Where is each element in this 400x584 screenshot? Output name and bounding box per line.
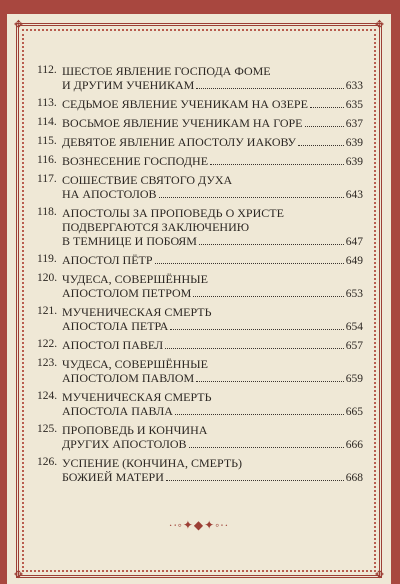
- toc-entry-title: АПОСТОЛЫ ЗА ПРОПОВЕДЬ О ХРИСТЕ: [62, 206, 284, 220]
- toc-entry[interactable]: [37, 423, 363, 452]
- toc-entry-page-number: 647: [345, 236, 363, 248]
- toc-entry[interactable]: [37, 116, 363, 131]
- dot-leader: [189, 447, 344, 448]
- toc-entry-page-number: 654: [345, 321, 363, 333]
- toc-entry-page-number: 668: [345, 472, 363, 484]
- toc-entry-title: СЕДЬМОЕ ЯВЛЕНИЕ УЧЕНИКАМ НА ОЗЕРЕ: [62, 97, 308, 111]
- toc-entry-number: 116.: [37, 154, 57, 166]
- toc-entry[interactable]: [37, 64, 363, 93]
- toc-entry-number: 114.: [37, 116, 57, 128]
- toc-entry-page-number: 665: [345, 406, 363, 418]
- toc-entry-title: АПОСТОЛА ПЕТРА: [62, 319, 169, 333]
- toc-entry-title: АПОСТОЛОМ ПЕТРОМ: [62, 286, 192, 300]
- corner-ornament-icon: ✥: [374, 569, 385, 581]
- toc-entry[interactable]: [37, 206, 363, 249]
- toc-entry-page-number: 639: [345, 137, 363, 149]
- dot-leader: [305, 126, 344, 127]
- toc-entry-page-number: 643: [345, 189, 363, 201]
- book-page: [7, 14, 391, 584]
- dot-leader: [155, 263, 344, 264]
- dot-leader: [196, 381, 344, 382]
- toc-entry-title: И ДРУГИМ УЧЕНИКАМ: [62, 78, 195, 92]
- toc-entry-page-number: 657: [345, 340, 363, 352]
- toc-entry-title: МУЧЕНИЧЕСКАЯ СМЕРТЬ: [62, 390, 212, 404]
- dot-leader: [196, 88, 343, 89]
- toc-entry-number: 123.: [37, 357, 58, 369]
- dot-leader: [210, 164, 344, 165]
- toc-entry-title: АПОСТОЛ ПЁТР: [62, 253, 153, 267]
- toc-entry-title: ПРОПОВЕДЬ И КОНЧИНА: [62, 423, 208, 437]
- toc-entry-page-number: 649: [345, 255, 363, 267]
- toc-entry-title: ЧУДЕСА, СОВЕРШЁННЫЕ: [62, 272, 208, 286]
- toc-entry-page-number: 639: [345, 156, 363, 168]
- dot-leader: [170, 329, 343, 330]
- toc-entry-title: УСПЕНИЕ (КОНЧИНА, СМЕРТЬ): [62, 456, 243, 470]
- toc-entry[interactable]: [37, 154, 363, 169]
- corner-ornament-icon: ✥: [374, 19, 385, 31]
- toc-entry-title: АПОСТОЛОМ ПАВЛОМ: [62, 371, 195, 385]
- dot-leader: [159, 197, 344, 198]
- toc-entry-number: 112.: [37, 64, 57, 76]
- toc-entry-title: ВОСЬМОЕ ЯВЛЕНИЕ УЧЕНИКАМ НА ГОРЕ: [62, 116, 303, 130]
- toc-entry-number: 124.: [37, 390, 58, 402]
- toc-entry-page-number: 666: [345, 439, 363, 451]
- toc-entry-page-number: 653: [345, 288, 363, 300]
- toc-entry-number: 118.: [37, 206, 57, 218]
- table-of-contents: [37, 64, 363, 489]
- toc-entry-page-number: 659: [345, 373, 363, 385]
- toc-entry-number: 120.: [37, 272, 58, 284]
- corner-ornament-icon: ✥: [13, 19, 24, 31]
- toc-entry-number: 122.: [37, 338, 58, 350]
- dot-leader: [165, 348, 344, 349]
- dot-leader: [193, 296, 343, 297]
- divider-ornament-icon: ·∙◦✦◆✦◦∙·: [168, 518, 230, 532]
- toc-entry[interactable]: [37, 338, 363, 353]
- toc-entry[interactable]: [37, 253, 363, 268]
- toc-entry[interactable]: [37, 97, 363, 112]
- dot-leader: [298, 145, 344, 146]
- toc-entry[interactable]: [37, 390, 363, 419]
- toc-entry-number: 125.: [37, 423, 58, 435]
- toc-entry-title: ВОЗНЕСЕНИЕ ГОСПОДНЕ: [62, 154, 209, 168]
- toc-entry-number: 121.: [37, 305, 58, 317]
- toc-entry-page-number: 635: [345, 99, 363, 111]
- toc-entry-title: ДРУГИХ АПОСТОЛОВ: [62, 437, 187, 451]
- toc-entry-number: 113.: [37, 97, 57, 109]
- toc-entry[interactable]: [37, 173, 363, 202]
- toc-entry-number: 119.: [37, 253, 57, 265]
- toc-entry-title: ШЕСТОЕ ЯВЛЕНИЕ ГОСПОДА ФОМЕ: [62, 64, 271, 78]
- toc-entry[interactable]: [37, 305, 363, 334]
- dot-leader: [175, 414, 344, 415]
- toc-entry[interactable]: [37, 456, 363, 485]
- toc-entry-title: ЧУДЕСА, СОВЕРШЁННЫЕ: [62, 357, 208, 371]
- toc-entry-title: МУЧЕНИЧЕСКАЯ СМЕРТЬ: [62, 305, 212, 319]
- toc-entry-title: ПОДВЕРГАЮТСЯ ЗАКЛЮЧЕНИЮ: [62, 220, 250, 234]
- toc-entry-title: АПОСТОЛА ПАВЛА: [62, 404, 173, 418]
- toc-entry[interactable]: [37, 272, 363, 301]
- toc-entry-title: АПОСТОЛ ПАВЕЛ: [62, 338, 164, 352]
- toc-entry-title: ДЕВЯТОЕ ЯВЛЕНИЕ АПОСТОЛУ ИАКОВУ: [62, 135, 297, 149]
- toc-entry-title: БОЖИЕЙ МАТЕРИ: [62, 470, 164, 484]
- dot-leader: [310, 107, 344, 108]
- toc-entry-title: В ТЕМНИЦЕ И ПОБОЯМ: [62, 234, 197, 248]
- toc-entry-page-number: 633: [345, 80, 363, 92]
- toc-entry-page-number: 637: [345, 118, 363, 130]
- toc-entry-title: СОШЕСТВИЕ СВЯТОГО ДУХА: [62, 173, 233, 187]
- dot-leader: [166, 480, 344, 481]
- toc-entry[interactable]: [37, 135, 363, 150]
- toc-entry-number: 126.: [37, 456, 58, 468]
- corner-ornament-icon: ✥: [13, 569, 24, 581]
- dot-leader: [199, 244, 344, 245]
- toc-entry[interactable]: [37, 357, 363, 386]
- toc-entry-number: 115.: [37, 135, 57, 147]
- toc-entry-number: 117.: [37, 173, 57, 185]
- toc-entry-title: НА АПОСТОЛОВ: [62, 187, 157, 201]
